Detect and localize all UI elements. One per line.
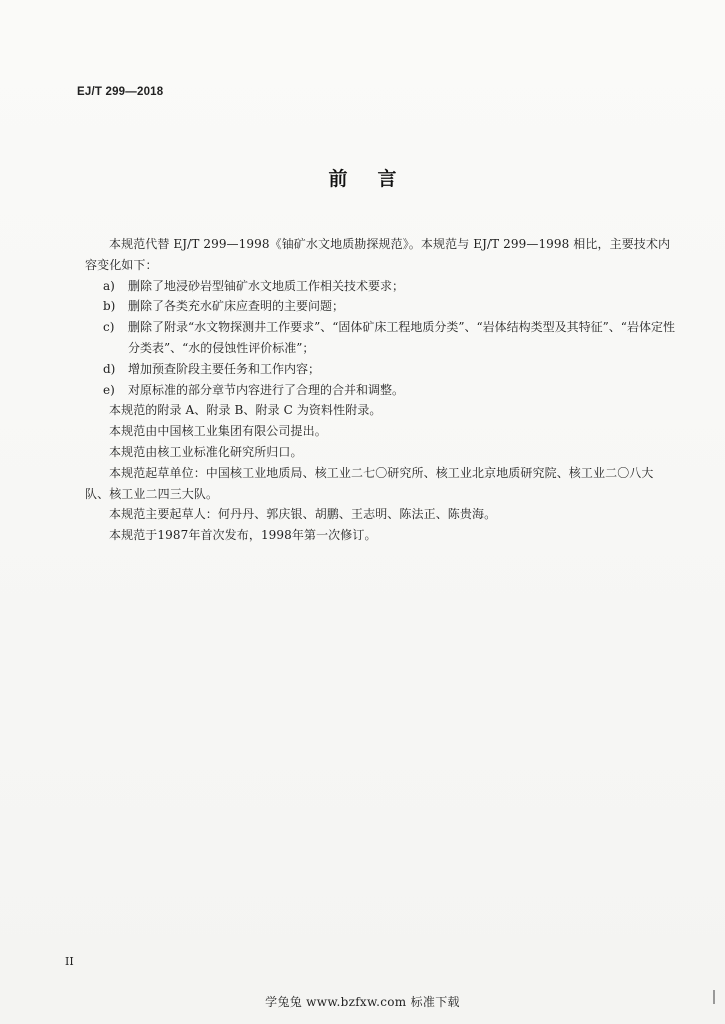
scan-edge-mark [713,990,715,1004]
list-item [85,296,675,317]
intro-paragraph: 本规范代替 EJ/T 299—1998《铀矿水文地质勘探规范》。本规范与 EJ/T 299—1998 相比，主要技术内容变化如下： [85,237,671,272]
page-number: II [65,955,74,968]
list-item [85,380,675,401]
list-item-label: a) [103,278,115,293]
list-item-text: 删除了附录“水文物探测井工作要求”、“固体矿床工程地质分类”、“岩体结构类型及其特征”、“岩体定性分类表”、“水的侵蚀性评价标准”； [128,320,675,355]
standard-code: EJ/T 299—2018 [77,86,164,98]
list-item [85,276,675,297]
page-title: 前言 [328,168,427,190]
list-item-text: 增加预查阶段主要任务和工作内容； [128,361,321,376]
list-item-text: 删除了地浸砂岩型铀矿水文地质工作相关技术要求； [128,278,405,293]
list-item [85,359,675,380]
list-item-label: c) [103,320,115,335]
proposer-note: 本规范由中国核工业集团有限公司提出。 [109,424,327,439]
list-item-text: 删除了各类充水矿床应查明的主要问题； [128,299,345,314]
footer-watermark: 学兔兔 www.bzfxw.com 标准下载 [265,995,460,1009]
foreword-body [85,234,675,546]
release-history-note: 本规范于1987年首次发布，1998年第一次修订。 [109,528,377,543]
drafting-units-note: 本规范起草单位：中国核工业地质局、核工业二七〇研究所、核工业北京地质研究院、核工业二〇八大队、核工业二四三大队。 [85,465,654,501]
appendix-note: 本规范的附录 A、附录 B、附录 C 为资料性附录。 [109,403,382,418]
list-item-text: 对原标准的部分章节内容进行了合理的合并和调整。 [128,382,405,397]
list-item [85,317,675,359]
changes-list [85,276,675,401]
list-item-label: e) [103,382,115,397]
administrator-note: 本规范由核工业标准化研究所归口。 [109,444,303,459]
drafters-note: 本规范主要起草人：何丹丹、郭庆银、胡鹏、王志明、陈法正、陈贵海。 [109,507,497,522]
list-item-label: b) [103,299,116,314]
list-item-label: d) [103,361,116,376]
